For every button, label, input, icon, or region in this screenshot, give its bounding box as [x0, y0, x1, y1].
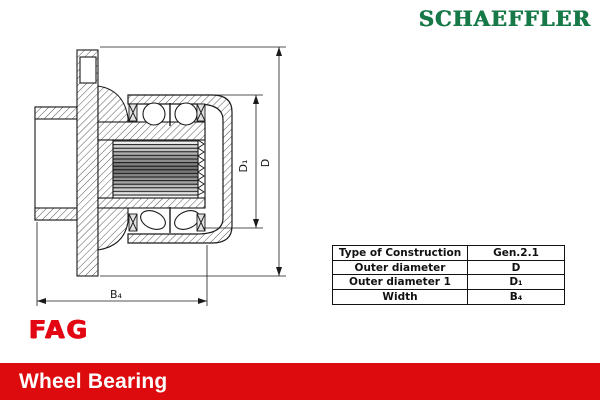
spec-value: Gen.2.1 [468, 246, 565, 261]
spec-label: Outer diameter [333, 260, 468, 275]
spline-section [113, 140, 204, 198]
flange [77, 50, 98, 276]
spec-label: Outer diameter 1 [333, 275, 468, 290]
spline-serration [198, 140, 204, 195]
bearing-ball [175, 103, 197, 125]
footer-title: Wheel Bearing [19, 370, 168, 393]
schaeffler-logo: SCHAEFFLER [418, 6, 592, 31]
spec-table [332, 245, 565, 305]
bearing-ball [143, 103, 165, 125]
dimension-d1 [203, 95, 263, 228]
dim-label-d1: D₁ [237, 159, 250, 173]
spec-value: D [468, 260, 565, 275]
table-row [333, 275, 565, 290]
dim-label-b4: B₄ [110, 288, 122, 301]
dim-label-d: D [259, 158, 272, 168]
bottom-bearing [129, 207, 205, 233]
spec-label: Width [333, 290, 468, 305]
table-row [333, 290, 565, 305]
fag-logo: FAG [29, 315, 90, 344]
spec-value: B₄ [468, 290, 565, 305]
table-row [333, 246, 565, 261]
spec-label: Type of Construction [333, 246, 468, 261]
wheel-pilot-cylinder [35, 107, 77, 220]
footer-bar [0, 363, 600, 400]
spec-value: D₁ [468, 275, 565, 290]
table-row [333, 260, 565, 275]
bearing-roller [138, 207, 169, 233]
